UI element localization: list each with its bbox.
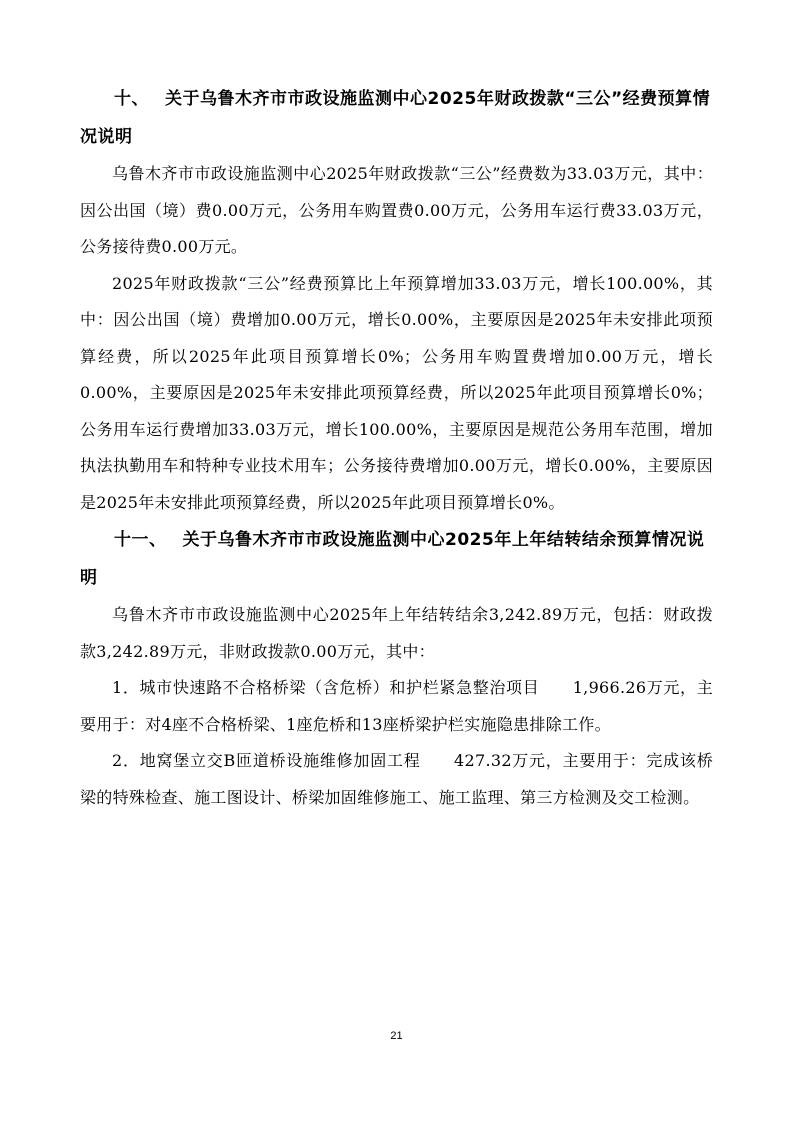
section-10-heading — [80, 80, 713, 156]
section-11-number: 十一、 — [114, 530, 167, 550]
section-10-paragraph-2: 2025年财政拨款“三公”经费预算比上年预算增加33.03万元，增长100.00%，其中：因公出国（境）费增加0.00万元，增长0.00%，主要原因是2025年未安排此项预算经费，所以2025年此项目预算增长0%；公务用车购置费增加0.00万元，增长0.00%，主要原因是2025年未安排此项预算经费，所以2025年此项目预算增长0%；公务用车运行费增加33.03万元，增长100.00%，主要原因是规范公务用车范围，增加执法执勤用车和特种专业技术用车；公务接待费增加0.00万元，增长0.00%，主要原因是2025年未安排此项预算经费，所以2025年此项目预算增长0%。 — [80, 273, 713, 512]
section-11-paragraph-1: 乌鲁木齐市市政设施监测中心2025年上年结转结余3,242.89万元，包括：财政拨款3,242.89万元，非财政拨款0.00万元，其中： — [80, 605, 713, 661]
page-content — [80, 80, 713, 816]
section-10-title: 关于乌鲁木齐市市政设施监测中心2025年财政拨款“三公”经费预算情况说明 — [80, 89, 711, 147]
section-11-paragraph-2: 1．城市快速路不合格桥梁（含危桥）和护栏紧急整治项目 1,966.26万元，主要用于：对4座不合格桥梁、1座危桥和13座桥梁护栏实施隐患排除工作。 — [80, 678, 713, 734]
section-11-title: 关于乌鲁木齐市市政设施监测中心2025年上年结转结余预算情况说明 — [80, 530, 705, 588]
section-10-number: 十、 — [114, 89, 149, 109]
section-10-paragraph-1: 乌鲁木齐市市政设施监测中心2025年财政拨款“三公”经费数为33.03万元，其中：因公出国（境）费0.00万元，公务用车购置费0.00万元，公务用车运行费33.03万元，公务接待费0.00万元。 — [80, 164, 713, 256]
section-11-paragraph-3: 2．地窝堡立交B匝道桥设施维修加固工程 427.32万元，主要用于：完成该桥梁的特殊检查、施工图设计、桥梁加固维修施工、施工监理、第三方检测及交工检测。 — [80, 751, 713, 807]
page-number: 21 — [390, 1030, 403, 1042]
section-11-heading — [80, 521, 713, 597]
